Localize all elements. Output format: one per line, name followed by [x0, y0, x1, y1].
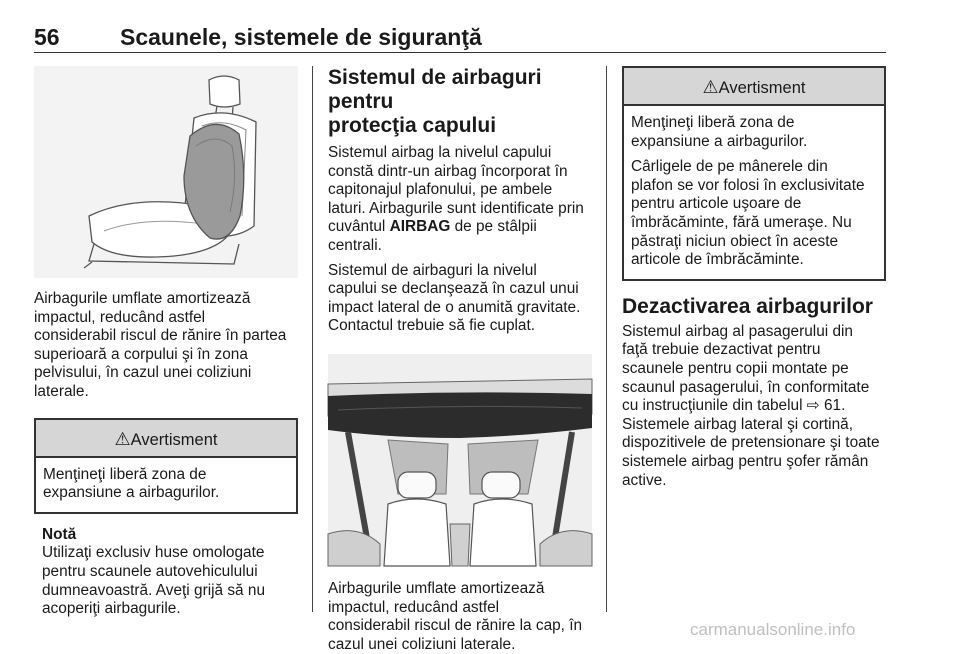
- paragraph-deactivation: Sistemul airbag al pasagerului din faţă trebuie dezactivat pentru scaunele pentru copii montate pe scaunul pasagerului, în conformitate cu instrucţiunile din tabelul ⇨ 61. Sistemele airbag lateral şi cortină, dispozitivele de pretensionare şi toate sistemele airbag pentru şofer rămân active.: [622, 322, 880, 489]
- warning-header: [624, 68, 884, 106]
- section-heading-head-airbags: Sistemul de airbaguri pentru protecţia capului: [328, 66, 542, 137]
- header-rule: [34, 52, 886, 53]
- column-1: [34, 66, 298, 619]
- running-title: Scaunele, sistemele de siguranţă: [120, 24, 482, 50]
- curtain-airbag-drawing: [328, 354, 592, 566]
- paragraph-head-airbag-description: Sistemul airbag la nivelul capului constă dintr-un airbag încorporat în capitonajul plafonului, pe ambele laturi. Airbagurile sunt identificate prin cuvântul AIRBAG de pe stâlpii centrali.: [328, 144, 584, 254]
- airbag-label: AIRBAG: [389, 218, 451, 236]
- caption-seat-airbag: Airbagurile umflate amortizează impactul, reducând astfel considerabil riscul de rănire în partea superioară a corpului şi în zona pelvisului, în cazul unei coliziuni laterale.: [34, 290, 287, 400]
- warning-triangle-icon: ⚠: [702, 77, 719, 97]
- page-ref-arrow-icon: ⇨: [806, 397, 820, 415]
- warning-title: Avertisment: [130, 430, 218, 449]
- warning-box-1: [34, 418, 298, 514]
- seat-airbag-illustration: [34, 66, 298, 278]
- column-divider-1: [312, 66, 313, 612]
- note-block: Notă Utilizaţi exclusiv huse omologate pentru scaunele autovehiculului dumneavoastră. Aveţi grijă să nu acoperiţi airbagurile.: [34, 526, 298, 619]
- page-header: [34, 18, 886, 54]
- column-2: [328, 66, 592, 654]
- warning-header: [36, 420, 296, 458]
- caption-curtain-airbag: Airbagurile umflate amortizează impactul, reducând astfel considerabil riscul de rănire la cap, în cazul unei coliziuni laterale.: [328, 579, 583, 653]
- section-heading-deactivation: Dezactivarea airbagurilor: [622, 294, 873, 318]
- note-title: Notă: [42, 525, 77, 543]
- warning-box-2: [622, 66, 886, 281]
- warning-title: Avertisment: [718, 79, 806, 97]
- warning-triangle-icon: ⚠: [114, 428, 131, 449]
- paragraph-head-airbag-deployment: Sistemul de airbaguri la nivelul capului se declanşează în cazul unui impact lateral de o anumită gravitate. Contactul trebuie să fie cuplat.: [328, 261, 581, 335]
- page-ref-link[interactable]: 61.: [819, 397, 846, 415]
- warning-body: Menţineţi liberă zona de expansiune a airbagurilor.: [43, 465, 220, 502]
- column-3: [622, 66, 886, 490]
- warning-body: Menţineţi liberă zona de expansiune a airbagurilor. Cârligele de pe mânerele din plafon se vor folosi în exclusivitate pentru articole uşoare de îmbrăcăminte, fără umeraşe. Nu păstraţi niciun obiect în aceste articole de îmbrăcăminte.: [631, 114, 865, 269]
- column-divider-2: [606, 66, 607, 612]
- curtain-airbag-illustration: [328, 354, 592, 566]
- page-number: 56: [34, 24, 60, 50]
- seat-airbag-drawing: [34, 66, 298, 278]
- watermark: carmanualsonline.info: [690, 620, 856, 639]
